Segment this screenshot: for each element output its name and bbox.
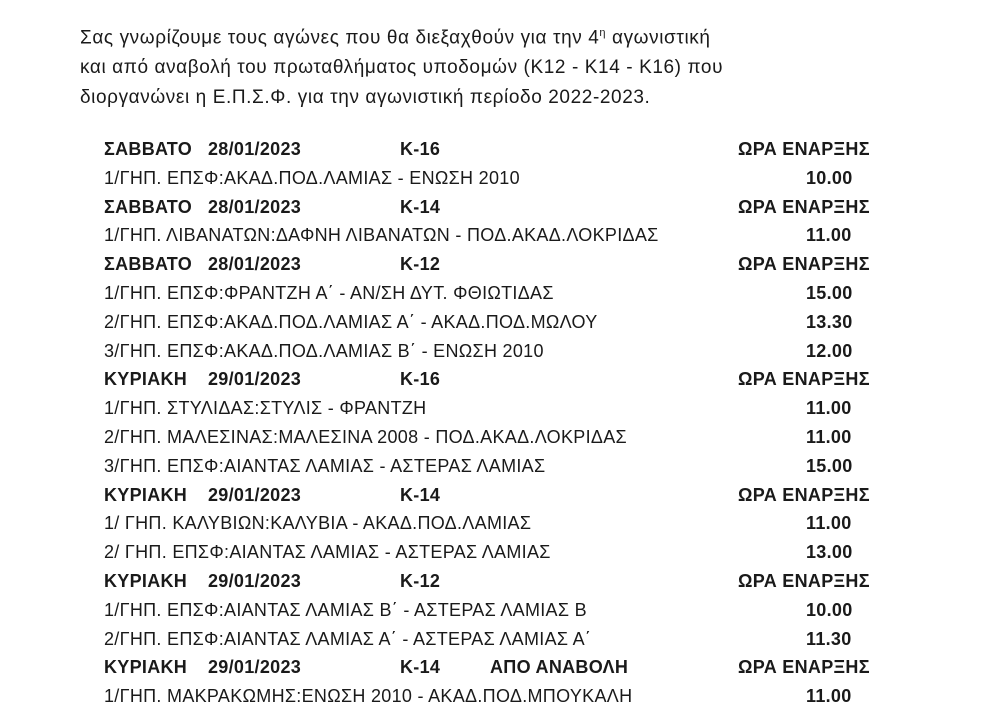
- intro-paragraph: [80, 18, 960, 113]
- match-time: 10.00: [806, 167, 853, 188]
- match-time: 13.00: [806, 542, 853, 563]
- match-teams: 3/ΓΗΠ. ΕΠΣΦ:ΑΚΑΔ.ΠΟΔ.ΛΑΜΙΑΣ Β΄ - ΕΝΩΣΗ 2010: [104, 340, 544, 361]
- schedule-header-row: [0, 567, 999, 596]
- intro-line-1: [80, 18, 960, 53]
- match-row: [0, 337, 999, 366]
- intro-line-3: διοργανώνει η Ε.Π.Σ.Φ. για την αγωνιστική περίοδο 2022-2023.: [80, 87, 651, 109]
- match-teams: 2/ΓΗΠ. ΕΠΣΦ:ΑΙΑΝΤΑΣ ΛΑΜΙΑΣ Α΄ - ΑΣΤΕΡΑΣ ΛΑΜΙΑΣ Α΄: [104, 628, 592, 649]
- ordinal-superscript: η: [599, 27, 607, 39]
- start-time-header: ΩΡΑ ΕΝΑΡΞΗΣ: [738, 369, 870, 390]
- match-time: 11.00: [806, 426, 852, 447]
- match-date: 29/01/2023: [208, 369, 302, 390]
- match-teams: 1/ΓΗΠ. ΕΠΣΦ:ΑΙΑΝΤΑΣ ΛΑΜΙΑΣ Β΄ - ΑΣΤΕΡΑΣ ΛΑΜΙΑΣ Β: [104, 599, 587, 620]
- match-date: 28/01/2023: [208, 196, 302, 217]
- match-teams: 2/ ΓΗΠ. ΕΠΣΦ:ΑΙΑΝΤΑΣ ΛΑΜΙΑΣ - ΑΣΤΕΡΑΣ ΛΑΜΙΑΣ: [104, 542, 551, 563]
- age-category: Κ-14: [400, 657, 441, 678]
- age-category: Κ-12: [400, 254, 441, 275]
- match-day: ΚΥΡΙΑΚΗ: [104, 369, 188, 390]
- start-time-header: ΩΡΑ ΕΝΑΡΞΗΣ: [738, 570, 870, 591]
- match-time: 12.00: [806, 340, 853, 361]
- match-row: [0, 221, 999, 250]
- match-row: [0, 423, 999, 452]
- match-row: [0, 279, 999, 308]
- match-time: 15.00: [806, 455, 853, 476]
- age-category: Κ-14: [400, 196, 441, 217]
- match-teams: 3/ΓΗΠ. ΕΠΣΦ:ΑΙΑΝΤΑΣ ΛΑΜΙΑΣ - ΑΣΤΕΡΑΣ ΛΑΜΙΑΣ: [104, 455, 546, 476]
- match-time: 15.00: [806, 282, 853, 303]
- intro-line-2: και από αναβολή του πρωταθλήματος υποδομών (Κ12 - Κ14 - Κ16) που: [80, 57, 724, 79]
- match-row: [0, 308, 999, 337]
- schedule-header-row: [0, 653, 999, 682]
- schedule-header-row: [0, 193, 999, 222]
- match-teams: 2/ΓΗΠ. ΜΑΛΕΣΙΝΑΣ:ΜΑΛΕΣΙΝΑ 2008 - ΠΟΔ.ΑΚΑΔ.ΛΟΚΡΙΔΑΣ: [104, 426, 627, 447]
- match-day: ΚΥΡΙΑΚΗ: [104, 657, 188, 678]
- age-category: Κ-12: [400, 570, 441, 591]
- start-time-header: ΩΡΑ ΕΝΑΡΞΗΣ: [738, 196, 870, 217]
- match-day: ΣΑΒΒΑΤΟ: [104, 139, 193, 159]
- match-day: ΣΑΒΒΑΤΟ: [104, 254, 193, 275]
- intro-line-1-end: αγωνιστική: [606, 27, 711, 49]
- match-date: 29/01/2023: [208, 484, 302, 505]
- match-time: 13.30: [806, 311, 853, 332]
- intro-line-1-text: Σας γνωρίζουμε τους αγώνες που θα διεξαχθούν για την 4: [80, 27, 600, 49]
- start-time-header: ΩΡΑ ΕΝΑΡΞΗΣ: [738, 254, 870, 275]
- match-teams: 1/ΓΗΠ. ΕΠΣΦ:ΦΡΑΝΤΖΗ Α΄ - ΑΝ/ΣΗ ΔΥΤ. ΦΘΙΩΤΙΔΑΣ: [104, 282, 554, 303]
- match-day: ΣΑΒΒΑΤΟ: [104, 196, 193, 217]
- match-time: 11.30: [806, 628, 852, 649]
- schedule-header-row: [0, 365, 999, 394]
- match-date: 29/01/2023: [208, 657, 302, 678]
- schedule-header-row: [0, 135, 999, 164]
- match-time: 11.00: [806, 513, 852, 534]
- match-row: [0, 394, 999, 423]
- schedule-header-row: [0, 250, 999, 279]
- match-time: 11.00: [806, 398, 852, 419]
- match-row: [0, 538, 999, 567]
- match-time: 10.00: [806, 599, 853, 620]
- match-teams: 1/ΓΗΠ. ΕΠΣΦ:ΑΚΑΔ.ΠΟΔ.ΛΑΜΙΑΣ - ΕΝΩΣΗ 2010: [104, 167, 520, 188]
- match-teams: 2/ΓΗΠ. ΕΠΣΦ:ΑΚΑΔ.ΠΟΔ.ΛΑΜΙΑΣ Α΄ - ΑΚΑΔ.ΠΟΔ.ΜΩΛΟΥ: [104, 311, 598, 332]
- match-row: [0, 625, 999, 654]
- age-category: Κ-16: [400, 369, 441, 390]
- match-time: 11.00: [806, 225, 852, 246]
- match-date: 28/01/2023: [208, 139, 302, 159]
- age-category: Κ-16: [400, 139, 441, 159]
- start-time-header: ΩΡΑ ΕΝΑΡΞΗΣ: [738, 657, 870, 678]
- match-time: 11.00: [806, 686, 852, 707]
- schedule-header-row: [0, 481, 999, 510]
- match-row: [0, 596, 999, 625]
- start-time-header: ΩΡΑ ΕΝΑΡΞΗΣ: [738, 139, 870, 159]
- match-teams: 1/ΓΗΠ. ΜΑΚΡΑΚΩΜΗΣ:ΕΝΩΣΗ 2010 - ΑΚΑΔ.ΠΟΔ.ΜΠΟΥΚΑΛΗ: [104, 686, 633, 707]
- match-date: 29/01/2023: [208, 570, 302, 591]
- match-teams: 1/ ΓΗΠ. ΚΑΛΥΒΙΩΝ:ΚΑΛΥΒΙΑ - ΑΚΑΔ.ΠΟΔ.ΛΑΜΙΑΣ: [104, 513, 532, 534]
- match-day: ΚΥΡΙΑΚΗ: [104, 484, 188, 505]
- match-schedule: [0, 135, 999, 711]
- match-row: [0, 509, 999, 538]
- match-row: [0, 164, 999, 193]
- match-row: [0, 682, 999, 711]
- match-teams: 1/ΓΗΠ. ΣΤΥΛΙΔΑΣ:ΣΤΥΛΙΣ - ΦΡΑΝΤΖΗ: [104, 398, 427, 419]
- match-date: 28/01/2023: [208, 254, 302, 275]
- match-teams: 1/ΓΗΠ. ΛΙΒΑΝΑΤΩΝ:ΔΑΦΝΗ ΛΙΒΑΝΑΤΩΝ - ΠΟΔ.ΑΚΑΔ.ΛΟΚΡΙΔΑΣ: [104, 225, 659, 246]
- match-row: [0, 452, 999, 481]
- start-time-header: ΩΡΑ ΕΝΑΡΞΗΣ: [738, 484, 870, 505]
- age-category: Κ-14: [400, 484, 441, 505]
- postponed-note: ΑΠΟ ΑΝΑΒΟΛΗ: [490, 657, 629, 678]
- match-day: ΚΥΡΙΑΚΗ: [104, 570, 188, 591]
